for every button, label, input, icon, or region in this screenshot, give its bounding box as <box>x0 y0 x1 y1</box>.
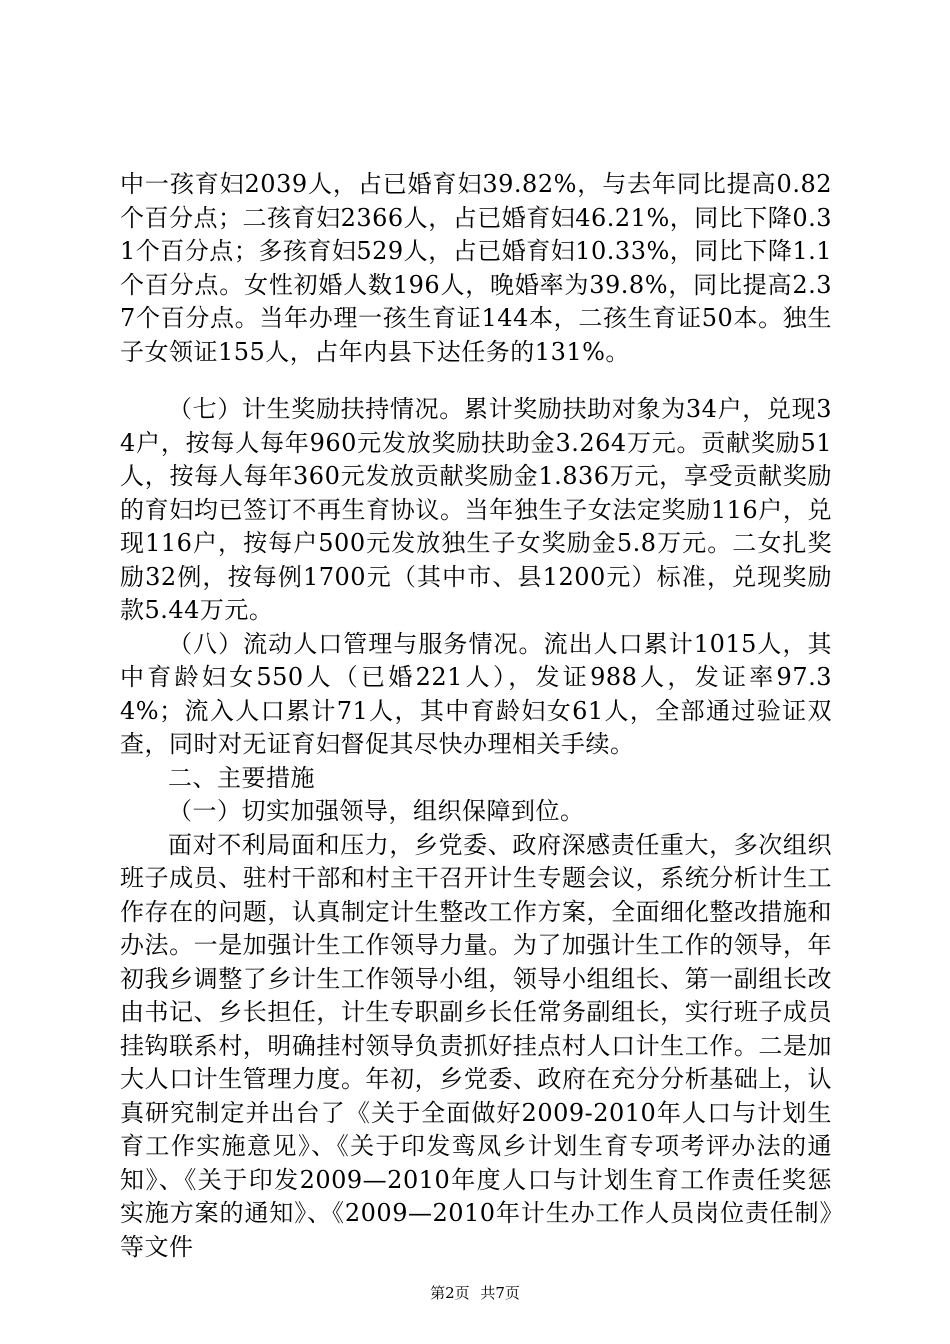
page-footer <box>0 1283 950 1303</box>
paragraph-section-eight-migrant: （八）流动人口管理与服务情况。流出人口累计1015人，其中育龄妇女550人（已婚221人），发证988人，发证率97.34%；流入人口累计71人，其中育龄妇女61人，全部通过验证双查，同时对无证育妇督促其尽快办理相关手续。 <box>120 629 832 758</box>
paragraph-section-seven-rewards: （七）计生奖励扶持情况。累计奖励扶助对象为34户，兑现34户，按每人每年960元发放奖励扶助金3.264万元。贡献奖励51人，按每人每年360元发放贡献奖励金1.836万元，享受贡献奖励的育妇均已签订不再生育协议。当年独生子女法定奖励116户，兑现116户，按每户500元发放独生子女奖励金5.8万元。二女扎奖励32例，按每例1700元（其中市、县1200元）标准，兑现奖励款5.44万元。 <box>120 395 832 624</box>
page-number: 第2页 <box>430 1284 470 1302</box>
document-body <box>120 168 832 1264</box>
paragraph-leadership-detail: 面对不利局面和压力，乡党委、政府深感责任重大，多次组织班子成员、驻村干部和村主干召开计生专题会议，系统分析计生工作存在的问题，认真制定计生整改工作方案，全面细化整改措施和办法。一是加强计生工作领导力量。为了加强计生工作的领导，年初我乡调整了乡计生工作领导小组，领导小组组长、第一副组长改由书记、乡长担任，计生专职副乡长任常务副组长，实行班子成员挂钩联系村，明确挂村领导负责抓好挂点村人口计生工作。二是加大人口计生管理力度。年初，乡党委、政府在充分分析基础上，认真研究制定并出台了《关于全面做好2009-2010年人口与计划生育工作实施意见》、《关于印发鸾凤乡计划生育专项考评办法的通知》、《关于印发2009—2010年度人口与计划生育工作责任奖惩实施方案的通知》、《2009—2010年计生办工作人员岗位责任制》等文件 <box>120 830 832 1261</box>
paragraph-statistics-continued: 中一孩育妇2039人，占已婚育妇39.82%，与去年同比提高0.82个百分点；二孩育妇2366人，占已婚育妇46.21%，同比下降0.31个百分点；多孩育妇529人，占已婚育妇10.33%，同比下降1.1个百分点。女性初婚人数196人，晚婚率为39.8%，同比提高2.37个百分点。当年办理一孩生育证144本，二孩生育证50本。独生子女领证155人，占年内县下达任务的131%。 <box>120 170 832 366</box>
heading-main-measures: 二、主要措施 <box>168 763 315 792</box>
page-total: 共7页 <box>480 1284 520 1302</box>
subheading-leadership: （一）切实加强领导，组织保障到位。 <box>168 797 585 825</box>
